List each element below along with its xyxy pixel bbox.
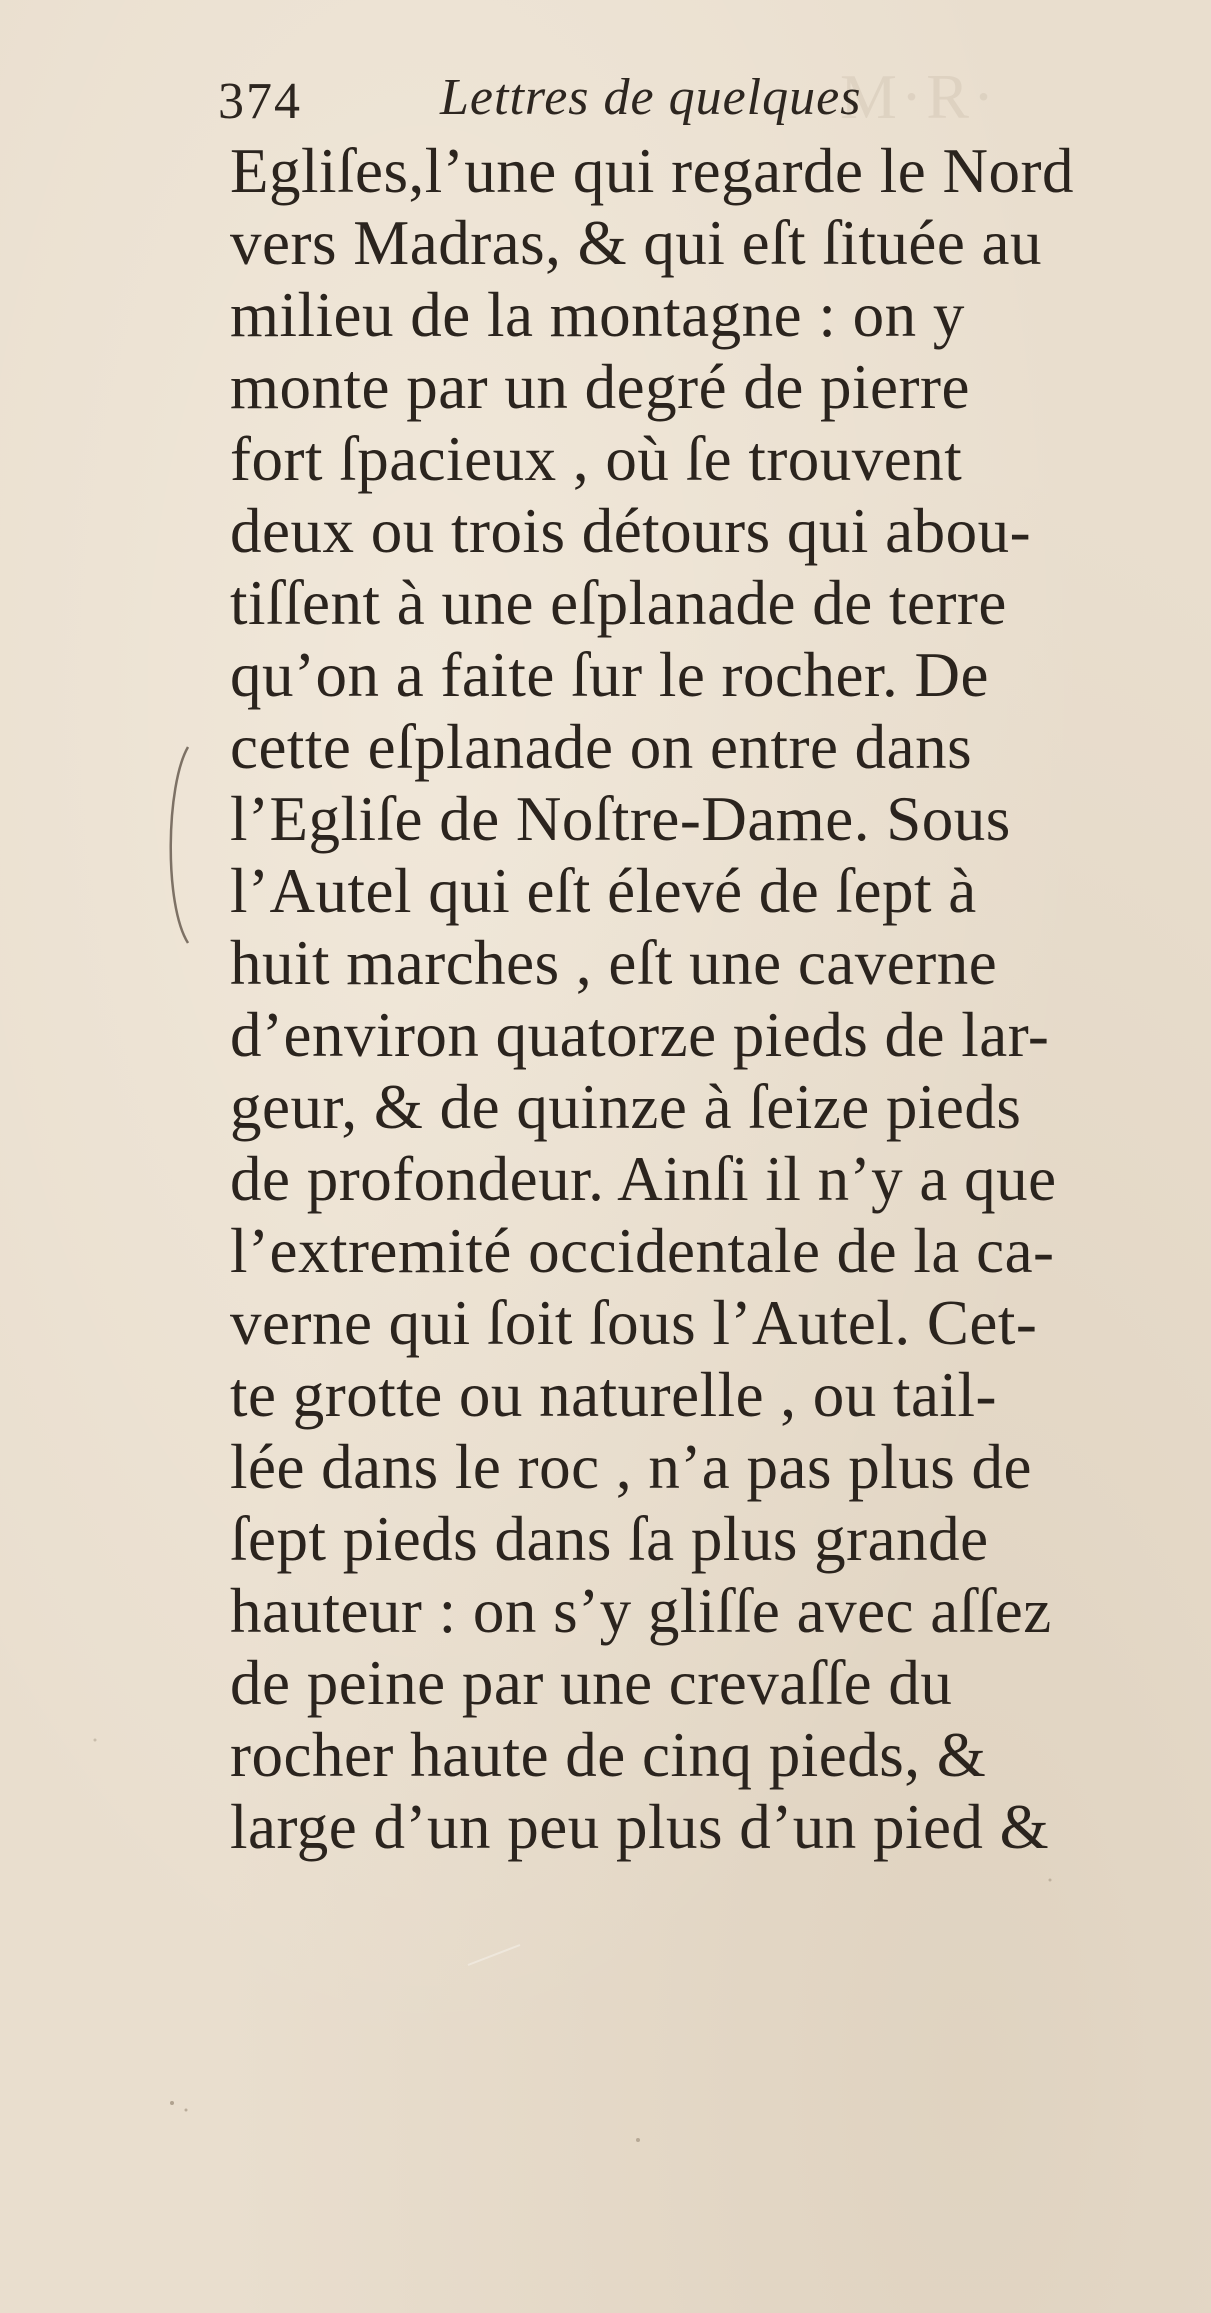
page-header bbox=[218, 62, 1118, 132]
text-line: geur, & de quinze à ſeize pieds bbox=[230, 1072, 1022, 1142]
text-line: lée dans le roc , n’a pas plus de bbox=[230, 1432, 1032, 1502]
text-line: ſept pieds dans ſa plus grande bbox=[230, 1504, 989, 1574]
show-through-text: M·R· bbox=[840, 61, 999, 132]
text-line: d’environ quatorze pieds de lar- bbox=[230, 1000, 1050, 1070]
text-line: Egliſes,l’une qui regarde le Nord bbox=[230, 136, 1074, 206]
text-line: verne qui ſoit ſous l’Autel. Cet- bbox=[230, 1288, 1038, 1358]
text-line: vers Madras, & qui eſt ſituée au bbox=[230, 208, 1043, 278]
text-line: rocher haute de cinq pieds, & bbox=[230, 1720, 987, 1790]
text-line: fort ſpacieux , où ſe trouvent bbox=[230, 424, 963, 494]
text-line: qu’on a faite ſur le rocher. De bbox=[230, 640, 989, 710]
text-line: de profondeur. Ainſi il n’y a que bbox=[230, 1144, 1057, 1214]
text-line: l’Egliſe de Noſtre-Dame. Sous bbox=[230, 784, 1011, 854]
margin-bracket-mark bbox=[160, 745, 190, 945]
text-line: l’extremité occidentale de la ca- bbox=[230, 1216, 1055, 1286]
page-number: 374 bbox=[218, 73, 302, 130]
text-line: te grotte ou naturelle , ou tail- bbox=[230, 1360, 997, 1430]
text-line: deux ou trois détours qui abou- bbox=[230, 496, 1032, 566]
text-line: hauteur : on s’y gliſſe avec aſſez bbox=[230, 1576, 1052, 1646]
text-line: l’Autel qui eſt élevé de ſept à bbox=[230, 856, 977, 926]
running-head: Lettres de quelques bbox=[440, 69, 862, 126]
text-line: monte par un degré de pierre bbox=[230, 352, 970, 422]
text-line: cette eſplanade on entre dans bbox=[230, 712, 973, 782]
text-line: milieu de la montagne : on y bbox=[230, 280, 965, 350]
text-line: huit marches , eſt une caverne bbox=[230, 928, 998, 998]
text-line: de peine par une crevaſſe du bbox=[230, 1648, 953, 1718]
text-line: large d’un peu plus d’un pied & bbox=[230, 1792, 1050, 1862]
text-line: tiſſent à une eſplanade de terre bbox=[230, 568, 1007, 638]
